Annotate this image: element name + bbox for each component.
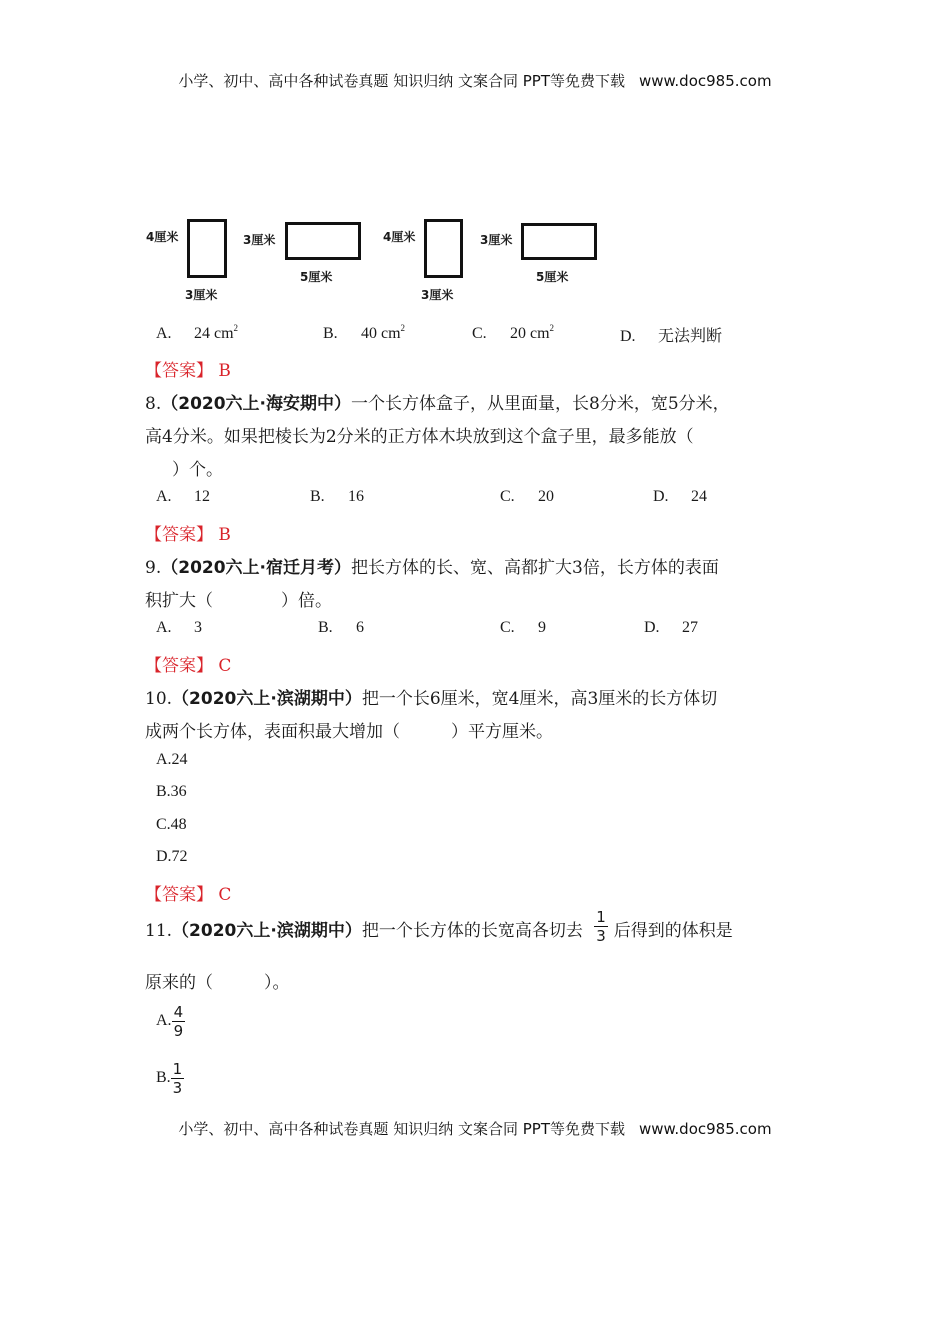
q10-option-b: B.36 — [156, 783, 187, 800]
q9-option-d: D. 27 — [644, 619, 698, 636]
rectangle-shape-1 — [187, 219, 227, 278]
shape-4-side-label: 3厘米 — [480, 233, 513, 247]
q8-line-1: 8.（2020六上·海安期中）一个长方体盒子，从里面量，长8分米，宽5分米， — [145, 394, 730, 414]
footer-url: www.doc985.com — [638, 1120, 772, 1138]
q9-line-2: 积扩大（ ）倍。 — [145, 591, 332, 611]
q8-source: （2020六上·海安期中） — [161, 394, 352, 414]
page-header — [0, 70, 950, 91]
q8-line-2: 高4分米。如果把棱长为2分米的正方体木块放到这个盒子里，最多能放（ — [145, 427, 694, 447]
q7-option-a: A. 24 $cm^2$ — [156, 323, 239, 342]
q9-option-a: A. 3 — [156, 619, 202, 636]
q7-answer: 【答案】 B — [145, 361, 231, 381]
q11-fraction: $\frac{1}{3}$ — [596, 908, 606, 945]
shape-2-bottom-label: 5厘米 — [300, 270, 333, 284]
shape-3-side-label: 4厘米 — [383, 230, 416, 244]
q11-line-1: 11.（2020六上·滨湖期中）把一个长方体的长宽高各切去 $\frac{1}{3}$ 后得到的体积是 — [145, 908, 733, 945]
shape-4-bottom-label: 5厘米 — [536, 270, 569, 284]
shape-2-side-label: 3厘米 — [243, 233, 276, 247]
q10-line-1: 10.（2020六上·滨湖期中）把一个长6厘米，宽4厘米，高3厘米的长方体切 — [145, 689, 718, 709]
shape-1-bottom-label: 3厘米 — [185, 288, 218, 302]
q8-option-c: C. 20 — [500, 488, 554, 505]
q7-option-d: D. 无法判断 — [620, 328, 723, 345]
shape-3-bottom-label: 3厘米 — [421, 288, 454, 302]
q9-line-1: 9.（2020六上·宿迁月考）把长方体的长、宽、高都扩大3倍，长方体的表面 — [145, 558, 719, 578]
q8-option-b: B. 16 — [310, 488, 364, 505]
q8-line-3: ）个。 — [172, 460, 223, 480]
header-text: 小学、初中、高中各种试卷真题 知识归纳 文案合同 PPT等免费下载 — [178, 72, 625, 90]
q9-option-b: B. 6 — [318, 619, 364, 636]
page-footer — [0, 1118, 950, 1139]
rectangle-shape-3 — [424, 219, 463, 278]
q11-line-2: 原来的（ ）。 — [145, 973, 290, 993]
q8-answer: 【答案】 B — [145, 525, 231, 545]
q10-answer: 【答案】 C — [145, 885, 232, 905]
q10-source: （2020六上·滨湖期中） — [172, 689, 362, 709]
shape-1-side-label: 4厘米 — [146, 230, 179, 244]
q9-source: （2020六上·宿迁月考） — [161, 558, 352, 578]
q8-option-d: D. 24 — [653, 488, 707, 505]
q9-option-c: C. 9 — [500, 619, 546, 636]
q7-option-c: C. 20 $cm^2$ — [472, 323, 555, 342]
footer-text: 小学、初中、高中各种试卷真题 知识归纳 文案合同 PPT等免费下载 — [178, 1120, 625, 1138]
q8-option-a: A. 12 — [156, 488, 210, 505]
q9-answer: 【答案】 C — [145, 656, 232, 676]
rectangle-shape-2 — [285, 222, 361, 260]
q11-option-a: A. $\frac{4}{9}$ — [156, 1003, 184, 1040]
q10-option-c: C.48 — [156, 816, 187, 833]
q10-option-d: D.72 — [156, 848, 188, 865]
header-url: www.doc985.com — [638, 72, 772, 90]
q10-line-2: 成两个长方体，表面积最大增加（ ）平方厘米。 — [145, 722, 553, 742]
q7-option-b: B. 40 $cm^2$ — [323, 323, 406, 342]
q10-option-a: A.24 — [156, 751, 188, 768]
rectangle-shape-4 — [521, 223, 597, 260]
q11-option-b: B. $\frac{1}{3}$ — [156, 1060, 183, 1097]
q11-source: （2020六上·滨湖期中） — [172, 921, 362, 941]
